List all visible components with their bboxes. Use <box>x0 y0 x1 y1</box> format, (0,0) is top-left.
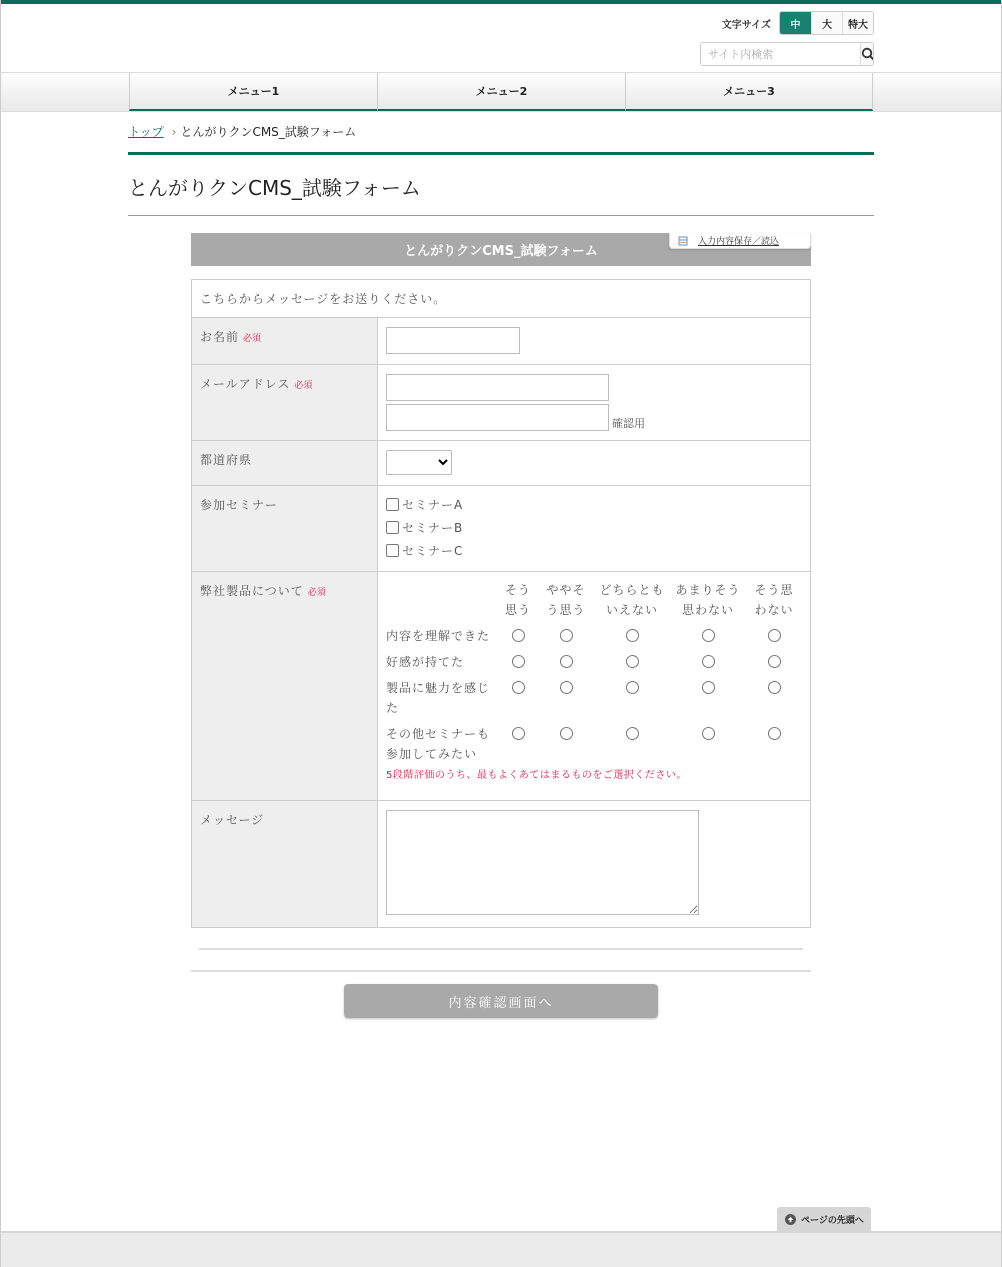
form-table <box>191 279 811 928</box>
email-row <box>192 365 811 441</box>
checkbox[interactable] <box>386 521 399 534</box>
seminar-row <box>192 486 811 572</box>
global-nav <box>1 72 1001 112</box>
font-size-medium-button[interactable]: 中 <box>780 12 811 34</box>
radio-option[interactable] <box>768 629 781 642</box>
page-title: とんがりクンCMS_試験フォーム <box>128 155 874 216</box>
scale-strongly-disagree: そう思 わない <box>754 583 794 617</box>
rating-note: 5段階評価のうち、最もよくあてはまるものをご選択ください。 <box>386 770 687 781</box>
scale-somewhat-agree: ややそ う思う <box>546 583 586 617</box>
save-icon <box>678 236 688 246</box>
radio-option[interactable] <box>626 681 639 694</box>
required-badge: 必須 <box>307 588 326 598</box>
rating-row-other-seminars <box>386 724 802 764</box>
product-rating-cell <box>378 572 811 801</box>
search-icon <box>861 47 874 61</box>
divider <box>191 970 811 972</box>
radio-option[interactable] <box>512 655 525 668</box>
radio-option[interactable] <box>560 655 573 668</box>
save-load-tab <box>669 233 811 249</box>
rating-scale-header <box>386 580 802 626</box>
email-label: メールアドレス <box>200 377 291 391</box>
product-row <box>192 572 811 801</box>
radio-option[interactable] <box>702 727 715 740</box>
prefecture-select-cell <box>378 441 811 486</box>
prefecture-select[interactable] <box>386 450 452 475</box>
nav-item-menu1[interactable]: メニュー1 <box>129 73 377 111</box>
seminar-option-a[interactable] <box>386 493 802 516</box>
email-confirm-input[interactable] <box>386 404 609 431</box>
message-label: メッセージ <box>200 813 265 827</box>
radio-option[interactable] <box>626 727 639 740</box>
rating-question: その他セミナーも 参加してみたい <box>386 727 491 761</box>
seminar-label-cell <box>192 486 378 572</box>
arrow-up-circle-icon <box>785 1214 796 1225</box>
page-top-label: ページの先頭へ <box>801 1215 864 1226</box>
rating-row-understood <box>386 626 802 652</box>
font-size-label: 文字サイズ <box>721 19 771 31</box>
breadcrumb <box>128 112 874 152</box>
name-row <box>192 318 811 365</box>
intro-row <box>192 280 811 318</box>
divider <box>199 948 803 950</box>
rating-question: 内容を理解できた <box>386 629 491 643</box>
radio-option[interactable] <box>768 727 781 740</box>
rating-row-favorable <box>386 652 802 678</box>
font-size-switcher <box>722 11 874 35</box>
seminar-option-label: セミナーB <box>402 521 464 535</box>
search-button[interactable] <box>860 43 874 65</box>
email-input[interactable] <box>386 374 609 401</box>
site-footer <box>1 1231 1001 1267</box>
product-label-cell <box>192 572 378 801</box>
radio-option[interactable] <box>702 681 715 694</box>
nav-item-menu2[interactable]: メニュー2 <box>377 73 625 111</box>
form-header: とんがりクンCMS_試験フォーム <box>191 233 811 266</box>
required-badge: 必須 <box>243 334 262 344</box>
font-size-large-button[interactable]: 大 <box>811 12 842 34</box>
message-input-cell <box>378 801 811 928</box>
message-label-cell <box>192 801 378 928</box>
required-badge: 必須 <box>294 381 313 391</box>
product-label: 弊社製品について <box>200 584 304 598</box>
name-input[interactable] <box>386 327 520 354</box>
email-label-cell <box>192 365 378 441</box>
breadcrumb-home-link[interactable]: トップ <box>128 125 164 139</box>
seminar-label: 参加セミナー <box>200 498 279 512</box>
name-label-cell <box>192 318 378 365</box>
radio-option[interactable] <box>512 681 525 694</box>
rating-corner <box>386 580 498 626</box>
rating-matrix <box>386 580 802 764</box>
prefecture-row <box>192 441 811 486</box>
scale-strongly-agree: そう 思う <box>504 583 531 617</box>
radio-option[interactable] <box>560 629 573 642</box>
radio-option[interactable] <box>702 655 715 668</box>
radio-option[interactable] <box>560 681 573 694</box>
radio-option[interactable] <box>768 681 781 694</box>
radio-option[interactable] <box>702 629 715 642</box>
radio-option[interactable] <box>512 629 525 642</box>
seminar-option-c[interactable] <box>386 539 802 562</box>
breadcrumb-current: とんがりクンCMS_試験フォーム <box>180 125 357 139</box>
name-label: お名前 <box>200 330 240 344</box>
message-textarea[interactable] <box>386 810 699 915</box>
seminar-options-cell <box>378 486 811 572</box>
seminar-option-b[interactable] <box>386 516 802 539</box>
prefecture-label: 都道府県 <box>200 453 253 467</box>
confirm-submit-button[interactable]: 内容確認画面へ <box>344 984 658 1018</box>
radio-option[interactable] <box>626 655 639 668</box>
seminar-option-label: セミナーC <box>402 544 464 558</box>
email-input-cell <box>378 365 811 441</box>
checkbox[interactable] <box>386 498 399 511</box>
prefecture-label-cell <box>192 441 378 486</box>
scale-somewhat-disagree: あまりそう 思わない <box>675 583 741 617</box>
radio-option[interactable] <box>512 727 525 740</box>
save-load-link[interactable]: 入力内容保存／読込 <box>698 237 780 247</box>
form-container <box>191 233 811 1018</box>
form-intro: こちらからメッセージをお送りください。 <box>192 280 811 318</box>
nav-item-menu3[interactable]: メニュー3 <box>625 73 873 111</box>
message-row <box>192 801 811 928</box>
rating-question: 製品に魅力を感じ た <box>386 681 491 715</box>
checkbox[interactable] <box>386 544 399 557</box>
seminar-option-label: セミナーA <box>402 498 464 512</box>
radio-option[interactable] <box>626 629 639 642</box>
name-input-cell <box>378 318 811 365</box>
rating-question: 好感が持てた <box>386 655 465 669</box>
rating-row-attractive <box>386 678 802 724</box>
page-top-button[interactable] <box>777 1207 871 1231</box>
radio-option[interactable] <box>560 727 573 740</box>
radio-option[interactable] <box>768 655 781 668</box>
breadcrumb-separator: › <box>171 125 177 139</box>
main-content <box>128 112 874 1018</box>
email-confirm-label: 確認用 <box>612 417 645 430</box>
search-input[interactable] <box>701 43 860 65</box>
font-size-xlarge-button[interactable]: 特大 <box>842 12 873 34</box>
site-search <box>700 42 874 66</box>
site-header <box>1 4 1001 72</box>
scale-neutral: どちらとも いえない <box>599 583 665 617</box>
font-size-group <box>779 11 874 35</box>
